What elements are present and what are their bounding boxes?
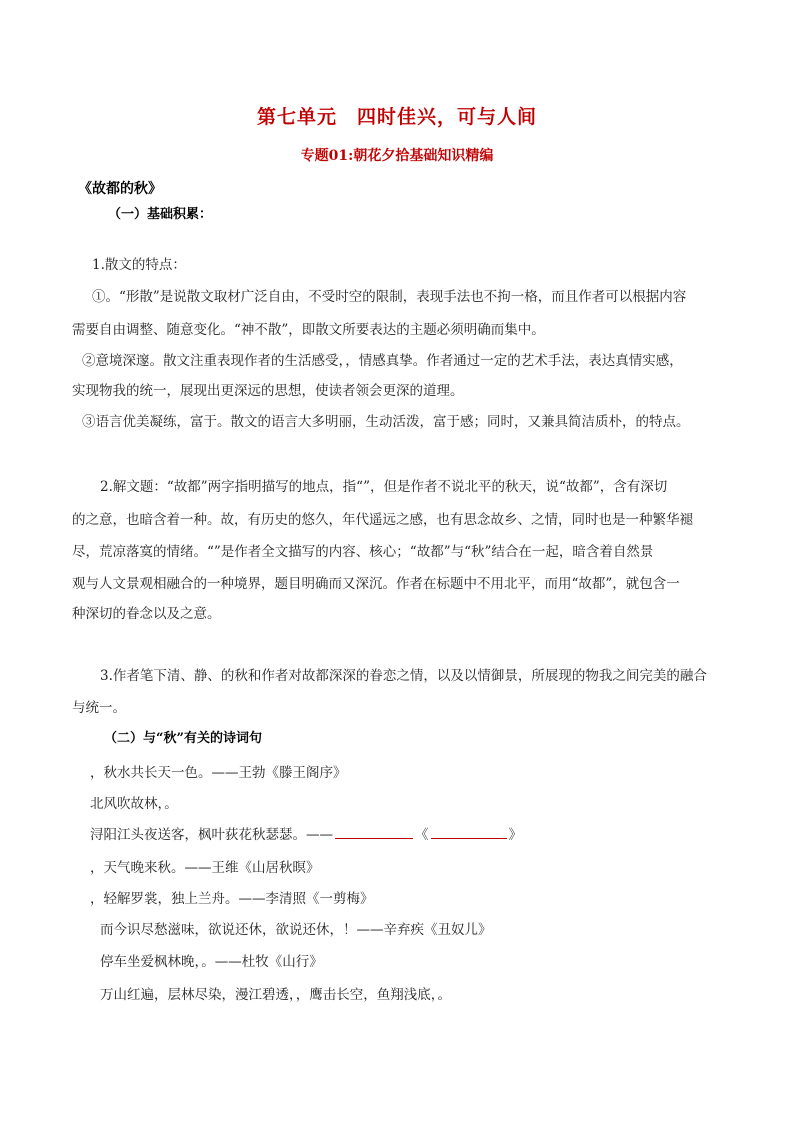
item1-label: 1.散文的特点：: [92, 257, 186, 273]
poem-text: 浔阳江头夜送客，枫叶荻花秋瑟瑟。——: [90, 827, 333, 843]
article-title: 《故都的秋》: [78, 181, 162, 197]
poem-line: ，轻解罗裳，独上兰舟。——李清照《一剪梅》: [90, 891, 374, 907]
section2-heading: （二）与“秋”有关的诗词句: [104, 731, 262, 746]
item2-line: 2.解文题：“故都”两字指明描写的地点，指“”，但是作者不说北平的秋天，说“故都”，含有深切: [100, 479, 668, 495]
item2-line: 的之意，也暗含着一种。故，有历史的悠久，年代遥远之感，也有思念故乡、之情，同时也是一种繁华褪: [72, 512, 693, 528]
page-title: 第七单元 四时佳兴，可与人间: [256, 106, 537, 128]
poem-line: 北风吹故林，。: [90, 796, 178, 812]
item2-line: 尽，荒凉落寞的情绪。“”是作者全文描写的内容、核心；“故都”与“秋”结合在一起，暗含着自然景: [72, 544, 654, 560]
answer-blank[interactable]: [335, 824, 413, 839]
poem-line: ，天气晚来秋。——王维《山居秋暝》: [90, 860, 320, 876]
poem-line-with-blanks: [90, 823, 522, 843]
item1-line: 需要自由调整、随意变化。“神不散”，即散文所要表达的主题必须明确而集中。: [72, 322, 545, 338]
item3-line: 与统一。: [72, 700, 126, 716]
poem-line: 停车坐爱枫林晚，。——杜牧《山行》: [100, 954, 323, 970]
item1-line: ②意境深邃。散文注重表现作者的生活感受，，情感真挚。作者通过一定的艺术手法，表达真情实感，: [82, 353, 683, 369]
open-bracket: 《: [415, 827, 429, 843]
item3-line: 3.作者笔下清、静、的秋和作者对故都深深的眷恋之情，以及以情御景，所展现的物我之间完美的融合: [100, 668, 707, 684]
section1-heading: （一）基础积累：: [108, 207, 213, 222]
poem-line: ，秋水共长天一色。——王勃《滕王阁序》: [90, 765, 347, 781]
item2-line: 观与人文景观相融合的一种境界，题目明确而又深沉。作者在标题中不用北平，而用“故都”，就包含一: [72, 576, 680, 592]
item1-line: ③语言优美凝练，富于。散文的语言大多明丽，生动活泼，富于感；同时，又兼具简洁质朴，的特点。: [82, 414, 690, 430]
page-subtitle: 专题01:朝花夕拾基础知识精编: [300, 148, 494, 164]
item1-line: 实现物我的统一，展现出更深远的思想，使读者领会更深的道理。: [72, 383, 464, 399]
poem-line: 万山红遍，层林尽染，漫江碧透，，鹰击长空，鱼翔浅底，。: [100, 987, 451, 1003]
close-bracket: 》: [508, 827, 522, 843]
answer-blank[interactable]: [431, 824, 507, 839]
item1-line: ①。“形散”是说散文取材广泛自由，不受时空的限制，表现手法也不拘一格，而且作者可以根据内容: [92, 289, 687, 305]
item2-line: 种深切的眷念以及之意。: [72, 606, 221, 622]
poem-line: 而今识尽愁滋味，欲说还休，欲说还休，！——辛弃疾《丑奴儿》: [100, 922, 492, 938]
